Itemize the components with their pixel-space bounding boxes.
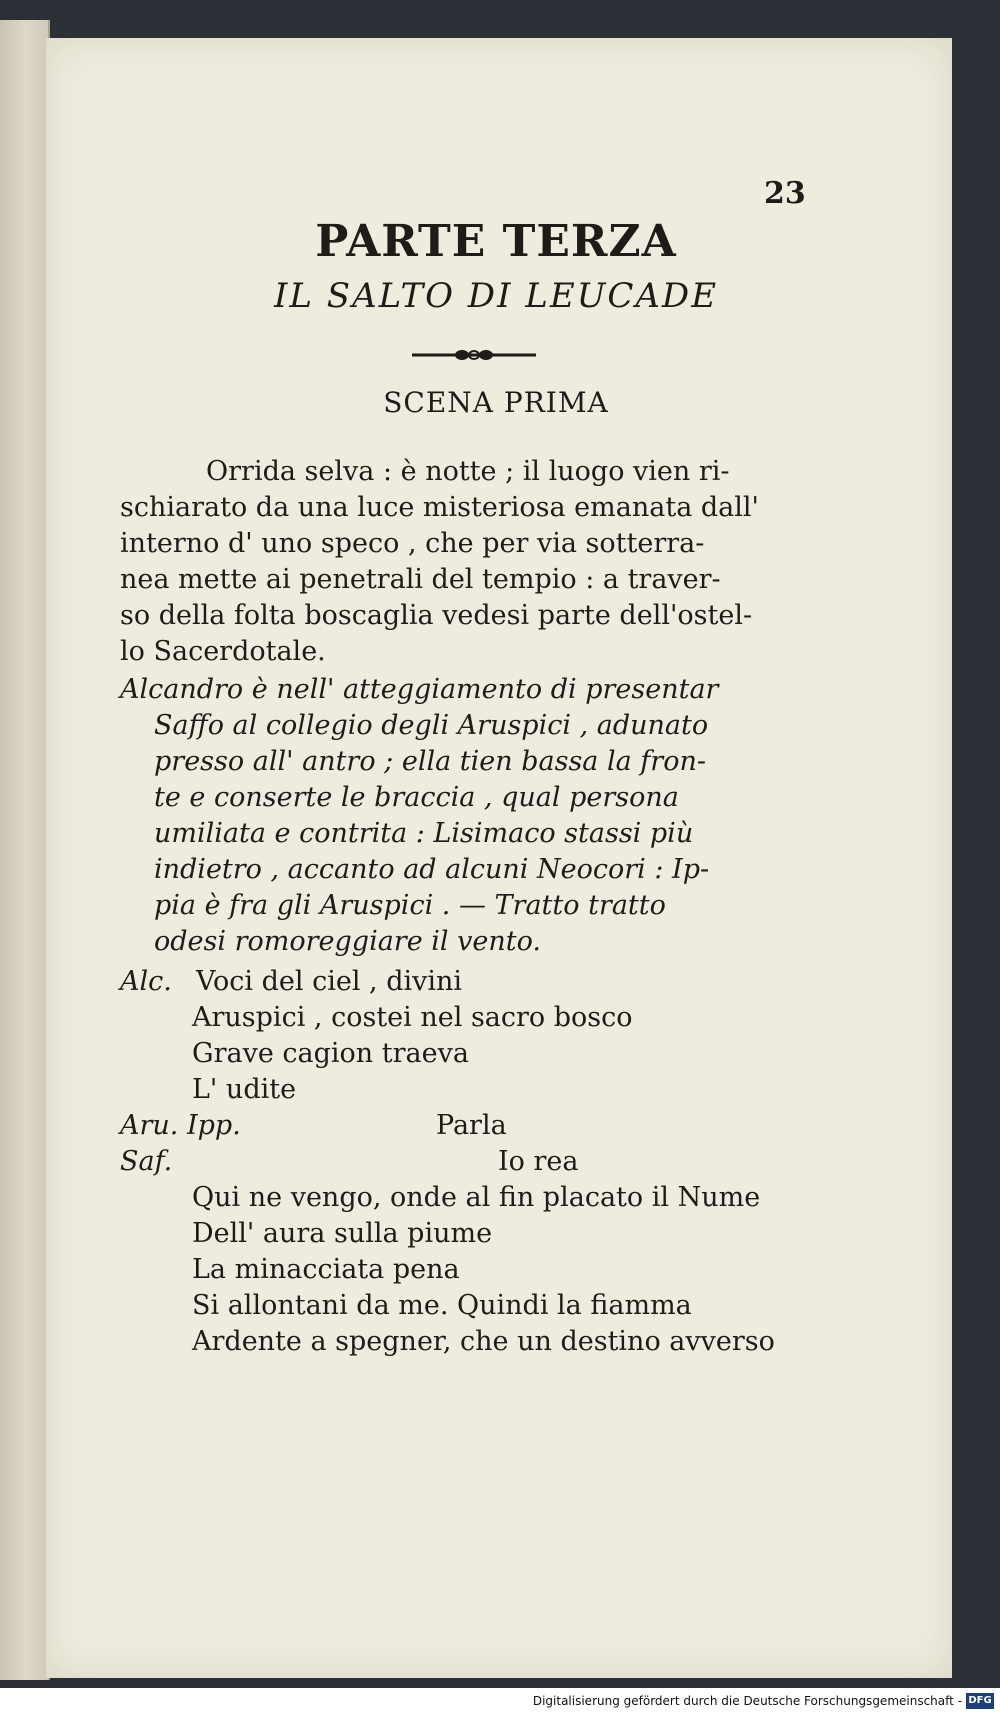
speaker-alc: Alc. (120, 966, 172, 997)
ornament-divider (412, 348, 536, 362)
stage-direction-line: odesi romoreggiare il vento. (154, 926, 541, 957)
description-line: Orrida selva : è notte ; il luogo vien ri- (206, 456, 730, 487)
stage-direction-line: Alcandro è nell' atteggiamento di presentar (120, 674, 719, 705)
description-line: schiarato da una luce misteriosa emanata dall' (120, 492, 759, 523)
description-line: interno d' uno speco , che per via sotterra- (120, 528, 705, 559)
stage-direction-line: te e conserte le braccia , qual persona (154, 782, 679, 813)
dfg-logo: DFG (966, 1693, 994, 1709)
dialogue-line: L' udite (192, 1074, 297, 1105)
description-line: nea mette ai penetrali del tempio : a traver- (120, 564, 721, 595)
footer-credit: Digitalisierung gefördert durch die Deutsche Forschungsgemeinschaft - (532, 1694, 962, 1708)
dialogue-line: Aruspici , costei nel sacro bosco (192, 1002, 633, 1033)
description-line: so della folta boscaglia vedesi parte dell'ostel- (120, 600, 753, 631)
description-line: lo Sacerdotale. (120, 636, 326, 667)
book-edge (0, 20, 50, 1680)
stage-direction-line: Saffo al collegio degli Aruspici , adunato (154, 710, 709, 741)
dialogue-line: Qui ne vengo, onde al fin placato il Nume (192, 1182, 761, 1213)
dialogue-line: Grave cagion traeva (192, 1038, 469, 1069)
dialogue-line: Dell' aura sulla piume (192, 1218, 493, 1249)
dialogue-line: La minacciata pena (192, 1254, 460, 1285)
dialogue-line: Ardente a spegner, che un destino avverso (192, 1326, 775, 1357)
book-page (46, 38, 952, 1678)
dialogue-line: Parla (436, 1110, 507, 1141)
part-title: PARTE TERZA (315, 216, 677, 267)
stage-direction-line: pia è fra gli Aruspici . — Tratto tratto (154, 890, 666, 921)
scene-title: SCENA PRIMA (383, 386, 609, 419)
dialogue-line: Io rea (498, 1146, 579, 1177)
dialogue-line: Voci del ciel , divini (196, 966, 463, 997)
subtitle: IL SALTO DI LEUCADE (273, 276, 719, 316)
dialogue-line: Si allontani da me. Quindi la fiamma (192, 1290, 692, 1321)
stage-direction-line: umiliata e contrita : Lisimaco stassi più (154, 818, 694, 849)
speaker-aru-ipp: Aru. Ipp. (120, 1110, 241, 1141)
stage-direction-line: indietro , accanto ad alcuni Neocori : Ip- (154, 854, 710, 885)
speaker-saf: Saf. (120, 1146, 173, 1177)
stage-direction-line: presso all' antro ; ella tien bassa la fron- (154, 746, 706, 777)
page-number: 23 (764, 176, 806, 211)
